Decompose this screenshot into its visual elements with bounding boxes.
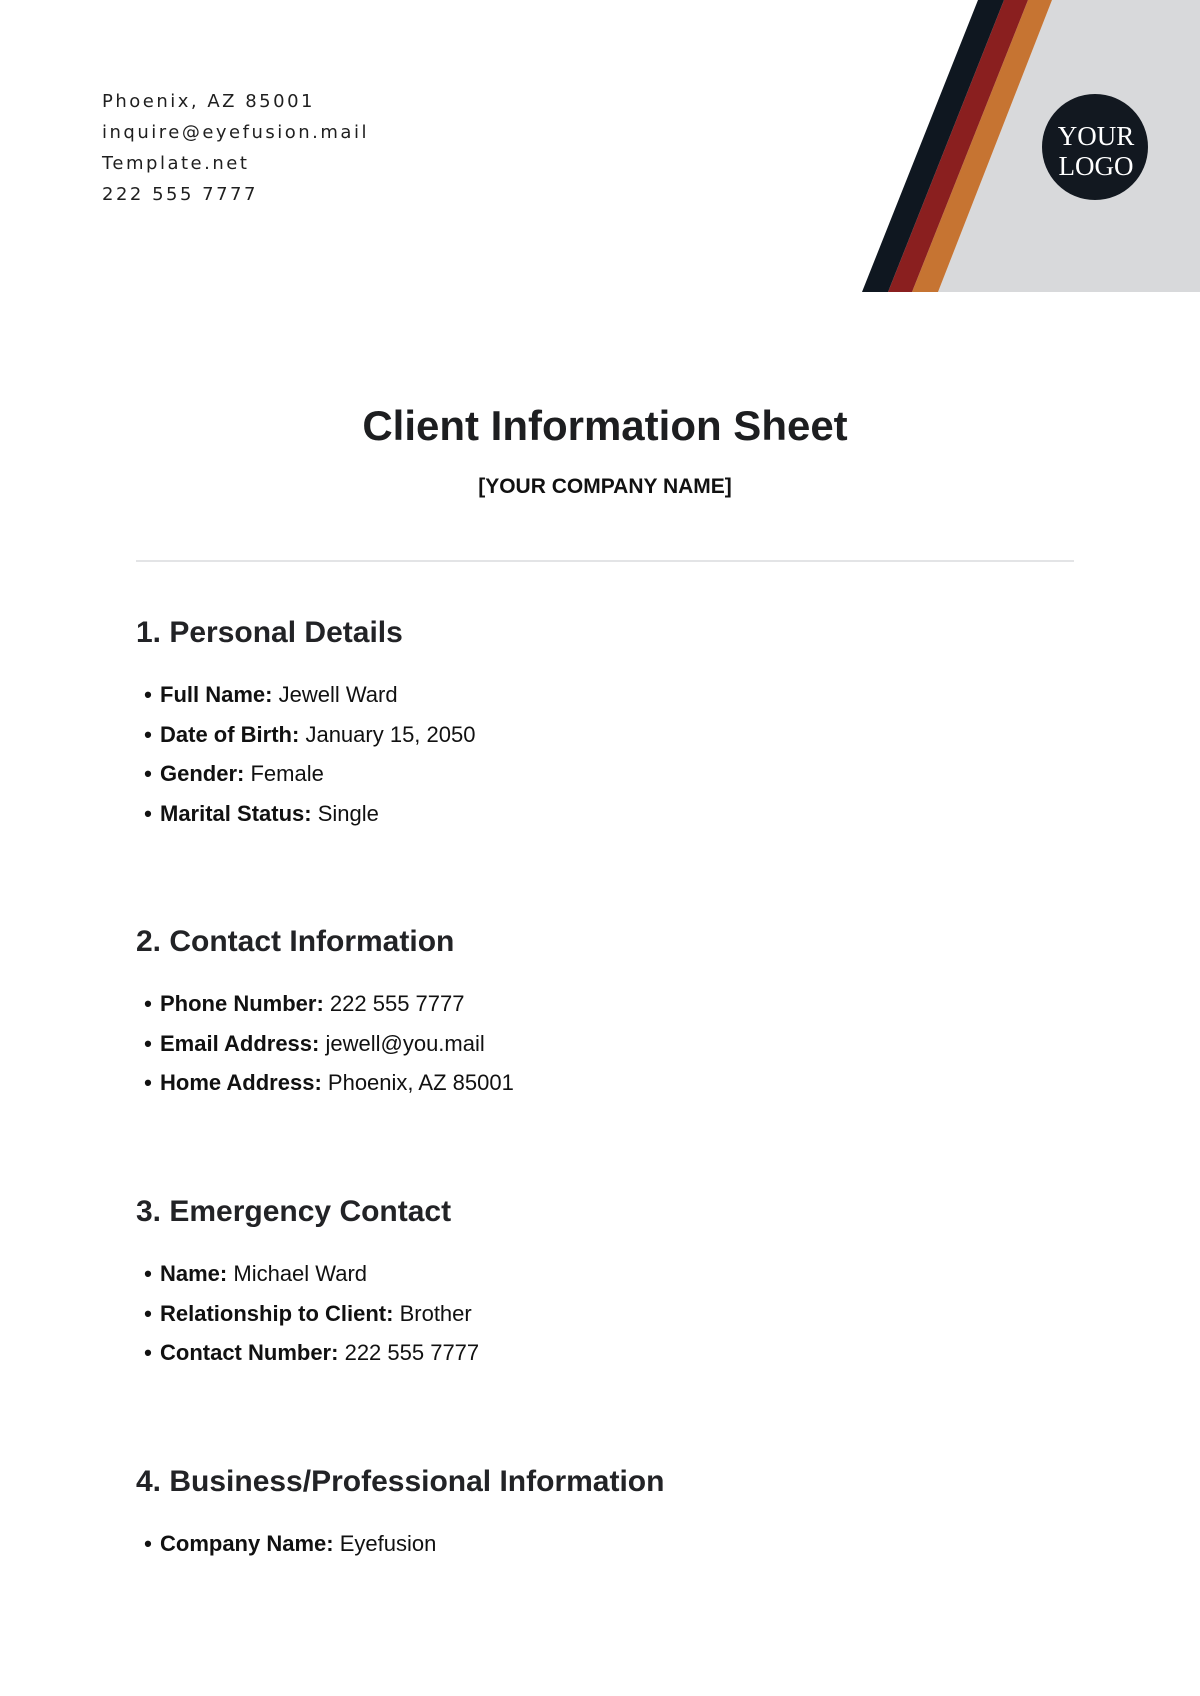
company-logo[interactable]: [1042, 94, 1148, 200]
bullet: •: [144, 1261, 152, 1286]
bullet: •: [144, 721, 152, 747]
field-label: Marital Status:: [160, 800, 312, 826]
section-contact-information: [136, 922, 514, 1103]
field-value: Brother: [399, 1300, 472, 1326]
field-label: Gender:: [160, 761, 245, 786]
company-name: [YOUR COMPANY NAME]: [478, 475, 732, 498]
field-date-of-birth: [136, 715, 475, 755]
bullet: •: [144, 761, 152, 786]
field-value: Eyefusion: [339, 1531, 437, 1556]
field-value: Single: [317, 800, 379, 826]
field-list: [136, 675, 475, 833]
field-label: Full Name:: [160, 682, 273, 707]
bullet: •: [144, 1340, 152, 1365]
document-title: Client Information Sheet: [362, 402, 848, 449]
field-value: Phoenix, AZ 85001: [327, 1070, 514, 1095]
field-value: Jewell Ward: [278, 682, 398, 707]
field-gender: [136, 754, 475, 794]
field-list: [136, 984, 514, 1103]
company-contact-info: [102, 86, 369, 210]
field-label: Home Address:: [160, 1070, 322, 1095]
bullet: •: [144, 991, 152, 1016]
field-home-address: [136, 1063, 514, 1103]
field-value: jewell@you.mail: [325, 1030, 485, 1056]
section-divider: [136, 560, 1074, 562]
section-heading: 1. Personal Details: [136, 616, 403, 649]
field-label: Name:: [160, 1261, 228, 1286]
contact-phone: 222 555 7777: [102, 184, 258, 205]
field-value: 222 555 7777: [344, 1340, 480, 1365]
contact-website: Template.net: [102, 153, 250, 174]
section-heading: 2. Contact Information: [136, 925, 455, 958]
field-relationship: [136, 1294, 479, 1334]
logo-text-line-2: LOGO: [1058, 151, 1134, 181]
bullet: •: [144, 1030, 152, 1056]
bullet: •: [144, 1300, 152, 1326]
field-value: January 15, 2050: [305, 721, 476, 747]
section-personal-details: [136, 613, 475, 833]
bullet: •: [144, 800, 152, 826]
section-emergency-contact: [136, 1192, 479, 1373]
field-label: Company Name:: [160, 1531, 334, 1556]
field-label: Phone Number:: [160, 991, 324, 1016]
field-value: Michael Ward: [233, 1261, 368, 1286]
field-list: [136, 1524, 664, 1564]
contact-address: Phoenix, AZ 85001: [102, 91, 315, 112]
field-emergency-name: [136, 1254, 479, 1294]
bullet: •: [144, 1070, 152, 1095]
field-contact-number: [136, 1333, 479, 1373]
field-label: Contact Number:: [160, 1340, 339, 1365]
field-label: Email Address:: [160, 1030, 320, 1056]
bullet: •: [144, 1531, 152, 1556]
logo-text-line-1: YOUR: [1057, 121, 1135, 151]
field-company-name: [136, 1524, 664, 1564]
field-list: [136, 1254, 479, 1373]
field-label: Relationship to Client:: [160, 1300, 394, 1326]
field-value: 222 555 7777: [329, 991, 465, 1016]
field-email-address: [136, 1024, 514, 1064]
section-business-information: [136, 1462, 664, 1564]
bullet: •: [144, 682, 152, 707]
field-phone-number: [136, 984, 514, 1024]
field-label: Date of Birth:: [160, 721, 300, 747]
title-block: [0, 396, 1200, 502]
field-marital-status: [136, 794, 475, 834]
field-value: Female: [250, 761, 324, 786]
contact-email: inquire@eyefusion.mail: [102, 122, 369, 143]
section-heading: 3. Emergency Contact: [136, 1195, 452, 1228]
field-full-name: [136, 675, 475, 715]
section-heading: 4. Business/Professional Information: [136, 1465, 665, 1498]
